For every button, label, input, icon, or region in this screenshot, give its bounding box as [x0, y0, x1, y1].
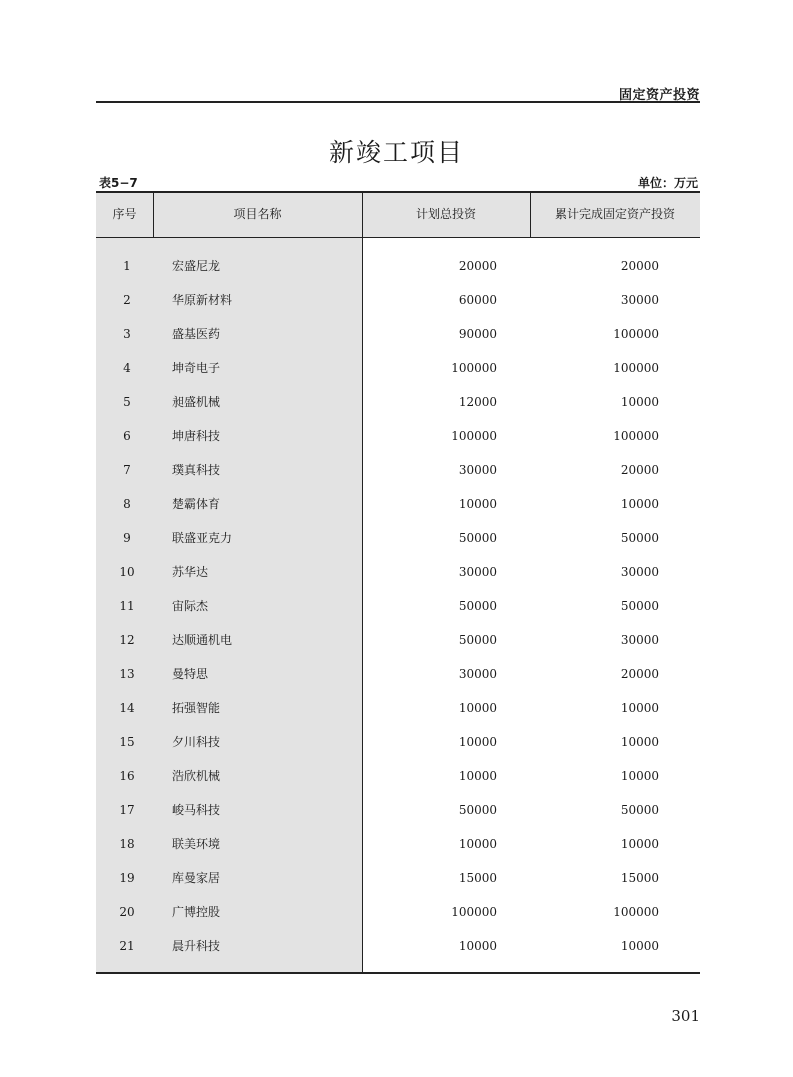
table-row: [96, 249, 700, 283]
planned-investment: 10000: [458, 837, 497, 851]
project-name: 夕川科技: [172, 735, 221, 749]
cumulative-investment: 100000: [613, 905, 659, 919]
row-number: 19: [119, 871, 135, 885]
cumulative-investment: 50000: [620, 803, 659, 817]
planned-investment: 12000: [458, 395, 497, 409]
project-name: 拓强智能: [172, 701, 221, 715]
table-row: [96, 589, 700, 623]
row-number: 4: [123, 361, 131, 375]
project-name: 浩欣机械: [172, 769, 221, 783]
table-row: [96, 861, 700, 895]
row-number: 9: [123, 531, 131, 545]
row-number: 2: [123, 293, 131, 307]
project-name: 联美环境: [172, 837, 221, 851]
column-header-name: 项目名称: [233, 207, 282, 221]
project-name: 苏华达: [172, 565, 209, 579]
planned-investment: 10000: [458, 735, 497, 749]
project-name: 联盛亚克力: [172, 531, 233, 545]
row-number: 15: [119, 735, 135, 749]
project-name: 广博控股: [172, 905, 221, 919]
project-name: 达顺通机电: [172, 633, 233, 647]
planned-investment: 100000: [451, 905, 497, 919]
column-header-plan: 计划总投资: [415, 207, 476, 221]
planned-investment: 30000: [458, 667, 497, 681]
row-number: 5: [123, 395, 131, 409]
row-number: 8: [123, 497, 131, 511]
row-number: 21: [119, 939, 135, 953]
cumulative-investment: 10000: [620, 395, 659, 409]
table-row: [96, 419, 700, 453]
table-row: [96, 385, 700, 419]
column-header-cumulative: 累计完成固定资产投资: [554, 207, 675, 221]
cumulative-investment: 10000: [620, 497, 659, 511]
table-row: [96, 521, 700, 555]
cumulative-investment: 20000: [620, 259, 659, 273]
project-name: 璞真科技: [172, 463, 221, 477]
table-row: [96, 929, 700, 963]
cumulative-investment: 50000: [620, 599, 659, 613]
project-name: 宏盛尼龙: [172, 259, 221, 273]
table-row: [96, 283, 700, 317]
table-row: [96, 317, 700, 351]
row-number: 18: [119, 837, 135, 851]
row-number: 14: [119, 701, 135, 715]
table-row: [96, 793, 700, 827]
page-title: 新竣工项目: [328, 138, 464, 167]
data-table: [96, 191, 700, 974]
table-row: [96, 657, 700, 691]
row-number: 7: [123, 463, 131, 477]
planned-investment: 30000: [458, 565, 497, 579]
project-name: 坤唐科技: [172, 429, 221, 443]
table-row: [96, 725, 700, 759]
planned-investment: 100000: [451, 429, 497, 443]
cumulative-investment: 100000: [613, 327, 659, 341]
row-number: 12: [119, 633, 135, 647]
column-header-no: 序号: [112, 207, 137, 221]
table-body: [96, 249, 700, 963]
planned-investment: 10000: [458, 769, 497, 783]
planned-investment: 50000: [458, 803, 497, 817]
cumulative-investment: 10000: [620, 837, 659, 851]
row-number: 16: [119, 769, 135, 783]
planned-investment: 10000: [458, 939, 497, 953]
row-number: 11: [119, 599, 135, 613]
cumulative-investment: 30000: [620, 565, 659, 579]
table-row: [96, 453, 700, 487]
cumulative-investment: 100000: [613, 361, 659, 375]
table-row: [96, 623, 700, 657]
row-number: 13: [119, 667, 135, 681]
planned-investment: 50000: [458, 633, 497, 647]
table-row: [96, 351, 700, 385]
planned-investment: 60000: [458, 293, 497, 307]
cumulative-investment: 100000: [613, 429, 659, 443]
table-row: [96, 895, 700, 929]
project-name: 晨升科技: [172, 939, 221, 953]
project-name: 宙际杰: [172, 599, 209, 613]
table-row: [96, 487, 700, 521]
cumulative-investment: 30000: [620, 293, 659, 307]
table-bottom-rule: [96, 972, 700, 974]
project-name: 华原新材料: [172, 293, 233, 307]
cumulative-investment: 10000: [620, 939, 659, 953]
cumulative-investment: 10000: [620, 735, 659, 749]
row-number: 20: [119, 905, 135, 919]
table-code: 表5−7: [99, 176, 138, 190]
planned-investment: 50000: [458, 531, 497, 545]
project-name: 昶盛机械: [172, 395, 221, 409]
cumulative-investment: 10000: [620, 701, 659, 715]
row-number: 3: [123, 327, 131, 341]
project-name: 楚霸体育: [172, 497, 221, 511]
row-number: 17: [119, 803, 135, 817]
cumulative-investment: 10000: [620, 769, 659, 783]
project-name: 峻马科技: [172, 803, 221, 817]
cumulative-investment: 30000: [620, 633, 659, 647]
planned-investment: 100000: [451, 361, 497, 375]
project-name: 库曼家居: [172, 871, 221, 885]
planned-investment: 15000: [458, 871, 497, 885]
planned-investment: 30000: [458, 463, 497, 477]
table-row: [96, 691, 700, 725]
table-row: [96, 827, 700, 861]
planned-investment: 20000: [458, 259, 497, 273]
cumulative-investment: 20000: [620, 667, 659, 681]
cumulative-investment: 15000: [620, 871, 659, 885]
header-rule: [96, 101, 700, 103]
table-row: [96, 555, 700, 589]
cumulative-investment: 20000: [620, 463, 659, 477]
project-name: 盛基医药: [172, 327, 221, 341]
row-number: 1: [123, 259, 131, 273]
planned-investment: 90000: [458, 327, 497, 341]
planned-investment: 10000: [458, 497, 497, 511]
page-number: 301: [671, 1007, 700, 1025]
project-name: 坤奇电子: [172, 361, 221, 375]
row-number: 6: [123, 429, 131, 443]
table-row: [96, 759, 700, 793]
unit-label: 单位：万元: [637, 176, 698, 190]
cumulative-investment: 50000: [620, 531, 659, 545]
row-number: 10: [119, 565, 135, 579]
planned-investment: 50000: [458, 599, 497, 613]
project-name: 曼特思: [172, 667, 209, 681]
planned-investment: 10000: [458, 701, 497, 715]
section-header: 固定资产投资: [618, 88, 700, 103]
